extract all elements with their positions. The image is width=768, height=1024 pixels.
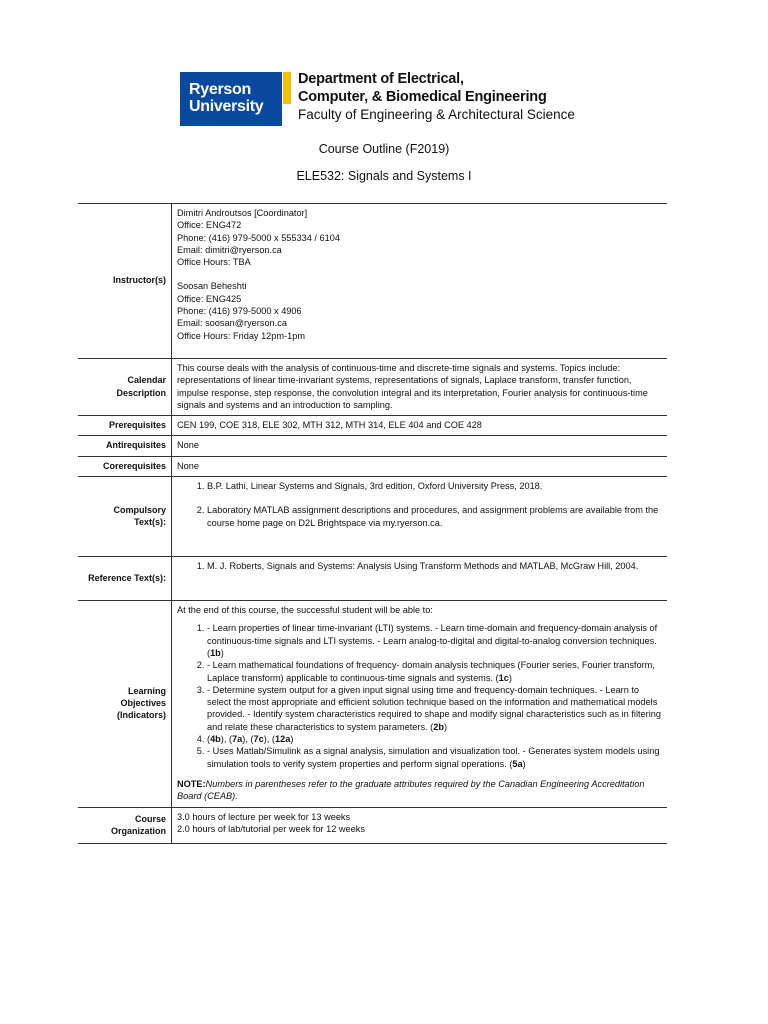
course-outline-table	[78, 203, 667, 844]
instructor1-name: Dimitri Androutsos [Coordinator]	[177, 208, 308, 218]
compulsory-list	[177, 480, 663, 529]
list-item: 2. - Learn mathematical foundations of frequency- domain analysis techniques (Fourier series, Fourier transform, Laplace transform) applicable to continuous-time signals and systems. (1c)	[207, 659, 663, 684]
list-item: 1. - Learn properties of linear time-invariant (LTI) systems. - Learn time-domain and frequency-domain analysis of continuous-time signals and LTI systems. - Learn analog-to-digital and digital-to-analog conversion techniques. (1b)	[207, 622, 663, 659]
spacer	[177, 268, 663, 280]
instructor2-email: Email: soosan@ryerson.ca	[177, 318, 287, 329]
list-item: 4. (4b), (7a), (7c), (12a)	[207, 733, 663, 745]
instructor1-phone: Phone: (416) 979-5000 x 555334 / 6104	[177, 232, 340, 243]
row-objectives	[78, 601, 667, 807]
row-reference	[78, 557, 667, 601]
objective-text: - Uses Matlab/Simulink as a signal analysis, simulation and visualization tool. - Generates system models using simulation tools to verify system properties and perform signal operations.	[207, 746, 660, 769]
indicator: 12a	[274, 734, 291, 745]
compulsory-value	[172, 477, 668, 557]
objectives-list	[177, 622, 663, 770]
list-item: 2. Laboratory MATLAB assignment descriptions and procedures, and assignment problems are available from the course home page on D2L Brightspace via my.ryerson.ca.	[207, 504, 663, 529]
spacer	[177, 770, 663, 778]
indicator: 7a	[232, 734, 243, 745]
objective-text: - Determine system output for a given input signal using time and frequency-domain techniques. - Learn to select the most appropriate and efficient solution technique based on the information and mathematical models provided. - Identify system characteristics required to shape and modify signal characteristics such as in filtering and relate these characteristics to system parameters.	[207, 684, 661, 732]
prerequisites-value: CEN 199, COE 318, ELE 302, MTH 312, MTH 314, ELE 404 and COE 428	[172, 416, 668, 436]
objective-text: - Learn mathematical foundations of frequency- domain analysis techniques (Fourier series, Fourier transform, Laplace transform) applicable to continuous-time signals and systems.	[207, 660, 655, 683]
list-item: 1. M. J. Roberts, Signals and Systems: Analysis Using Transform Methods and MATLAB, McGraw Hill, 2004.	[207, 560, 663, 572]
outline-title: Course Outline (F2019)	[318, 142, 450, 156]
row-corerequisites	[78, 456, 667, 476]
objectives-intro: At the end of this course, the successful student will be able to:	[177, 605, 433, 616]
indicator: 7c	[253, 734, 264, 745]
calendar-label: Calendar Description	[78, 358, 172, 415]
instructor2-office: Office: ENG425	[177, 293, 242, 304]
list-item: 5. - Uses Matlab/Simulink as a signal analysis, simulation and visualization tool. - Generates system models using simulation tools to verify system properties and perform signal operations. (5a)	[207, 745, 663, 770]
note-label: NOTE:	[177, 778, 206, 789]
instructor1-office: Office: ENG472	[177, 220, 242, 231]
corerequisites-value: None	[172, 456, 668, 476]
instructor2-name: Soosan Beheshti	[177, 281, 247, 292]
indicator: 1b	[210, 647, 221, 658]
row-instructors	[78, 204, 667, 359]
instructor2-hours: Office Hours: Friday 12pm-1pm	[177, 330, 305, 341]
faculty-line: Faculty of Engineering & Architectural Science	[298, 107, 575, 122]
instructor1-hours: Office Hours: TBA	[177, 257, 251, 268]
reference-list	[177, 560, 663, 572]
objective-text: - Learn properties of linear time-invariant (LTI) systems. - Learn time-domain and frequency-domain analysis of continuous-time signals and LTI systems. - Learn analog-to-digital and digital-to-analog conversion techniques.	[207, 623, 658, 646]
objectives-label: Learning Objectives (Indicators)	[78, 601, 172, 807]
prerequisites-label: Prerequisites	[78, 416, 172, 436]
row-compulsory	[78, 477, 667, 557]
logo-line2: University	[189, 98, 264, 115]
corerequisites-label: Corerequisites	[78, 456, 172, 476]
row-calendar	[78, 358, 667, 415]
list-item: 3. - Determine system output for a given input signal using time and frequency-domain techniques. - Learn to select the most appropriate and efficient solution technique based on the information and mathematical models provided. - Identify system characteristics required to shape and modify signal characteristics such as in filtering and relate these characteristics to system parameters. (2b)	[207, 684, 663, 733]
dept-line2: Computer, & Biomedical Engineering	[298, 89, 547, 105]
objectives-value	[172, 601, 668, 807]
organization-value	[172, 807, 668, 844]
antirequisites-value: None	[172, 436, 668, 456]
dept-line1: Department of Electrical,	[298, 71, 464, 87]
objectives-note	[177, 778, 663, 803]
spacer	[177, 835, 663, 839]
logo-accent-bar	[283, 72, 291, 104]
note-text: Numbers in parentheses refer to the graduate attributes required by the Canadian Engineering Accreditation Board (CEAB).	[177, 778, 645, 802]
indicator: 5a	[512, 758, 523, 769]
reference-label: Reference Text(s):	[78, 557, 172, 601]
row-antirequisites	[78, 436, 667, 456]
department-heading	[298, 70, 575, 124]
logo-line1: Ryerson	[189, 81, 251, 98]
spacer	[177, 342, 663, 354]
instructors-value	[172, 204, 668, 359]
instructor1-email: Email: dimitri@ryerson.ca	[177, 244, 282, 255]
course-title: ELE532: Signals and Systems I	[296, 169, 472, 183]
calendar-description: This course deals with the analysis of continuous-time and discrete-time signals and systems. Topics include: representations of linear time-invariant systems, representations of signals, Laplace transform, transfer function, impulse response, step response, the convolution integral and its interpretation, Fourier analysis for continuous-time signals and systems and an introduction to sampling.	[172, 358, 668, 415]
antirequisites-label: Antirequisites	[78, 436, 172, 456]
organization-line1: 3.0 hours of lecture per week for 13 weeks	[177, 811, 351, 822]
indicator: 4b	[210, 734, 221, 745]
ryerson-logo	[180, 72, 282, 126]
compulsory-label: Compulsory Text(s):	[78, 477, 172, 557]
organization-line2: 2.0 hours of lab/tutorial per week for 12 weeks	[177, 823, 365, 834]
list-item: 1. B.P. Lathi, Linear Systems and Signals, 3rd edition, Oxford University Press, 2018.	[207, 480, 663, 492]
row-organization	[78, 807, 667, 844]
indicator: 2b	[433, 721, 444, 732]
instructor2-phone: Phone: (416) 979-5000 x 4906	[177, 306, 302, 317]
indicator: 1c	[498, 672, 509, 683]
organization-label: Course Organization	[78, 807, 172, 844]
instructors-label: Instructor(s)	[78, 204, 172, 359]
row-prerequisites	[78, 416, 667, 436]
reference-value	[172, 557, 668, 601]
